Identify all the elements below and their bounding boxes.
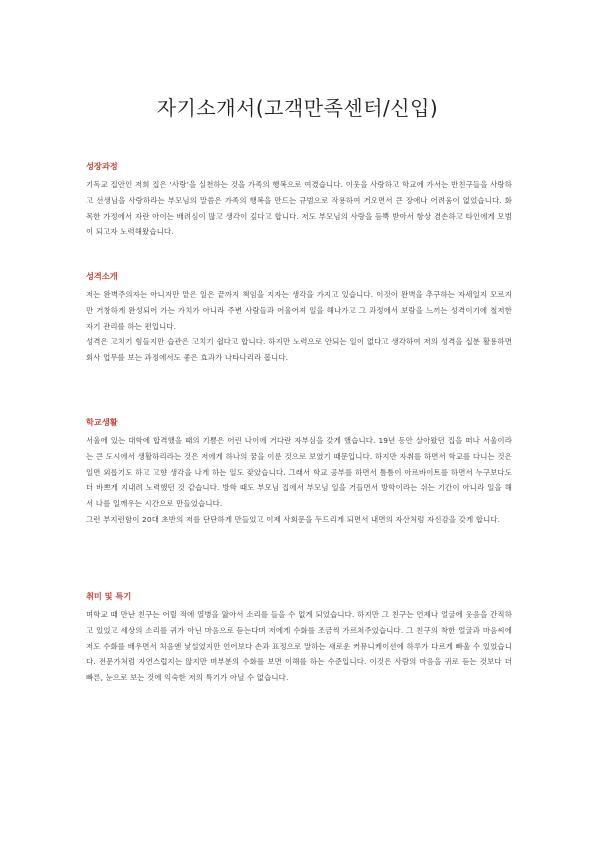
section-heading: 성격소개 [86, 271, 118, 281]
section-paragraph: 그런 부지런함이 20대 초반의 저를 단단하게 만들었고 이제 사회문을 두드리게 되면서 내면의 자산처럼 자신감을 갖게 합니다. [86, 514, 501, 524]
section-school-life [86, 417, 512, 528]
section-heading: 취미 및 특기 [86, 591, 132, 601]
section-paragraph: 기독교 집안인 저희 집은 ‘사랑’을 실천하는 것을 가족의 행복으로 여겼습니다. 이웃을 사랑하고 학교에 가서는 반친구들을 사랑하고 선생님을 사랑하라는 부모님의 말씀은 가족의 행복을 만드는 규범으로 작용하여 거오면서 큰 장애나 어려움이 없었습니다. 화목한 가정에서 자란 아이는 배려심이 많고 생각이 깊다고 합니다. 저도 부모님의 사랑을 듬뿍 받아서 항상 겸손하고 타인에게 모범이 되고자 노력해왔습니다. [86, 180, 512, 237]
section-personality [86, 271, 512, 366]
document-title: 자기소개서(고객만족센터/신입) [156, 96, 439, 120]
section-heading: 학교생활 [86, 417, 118, 427]
section-paragraph: 저는 완벽주의자는 아니지만 맡은 일은 끝까지 책임을 지자는 생각을 가지고 있습니다. 이것이 완벽을 추구하는 자세일지 모르지만 거창하게 완성되어 가는 가치가 아니라 주변 사람들과 어울어져 일을 해나가고 그 과정에서 보람을 느끼는 성격이기에 철저한 자기 관리를 하는 편입니다. [86, 290, 512, 331]
section-growth [86, 161, 512, 240]
section-paragraph: 며학교 때 만난 친구는 어릴 적에 열병을 앓아서 소리를 들을 수 없게 되었습니다. 하지만 그 친구는 언제나 얼굴에 웃음을 간직하고 있었고 세상의 소리를 귀가 아닌 마음으로 듣는다며 저에게 수화를 조금씩 가르쳐주었습니다. 그 친구의 착한 얼굴과 마음씨에 저도 수화를 배우면서 처음엔 낯설었지만 언어보다 손과 표정으로 말하는 새로운 커뮤니케이션에 하루가 다르게 빠울 수 있었습니다. 전문가처럼 자연스럽지는 않지만 며부분의 수화를 보면 이해를 하는 수준입니다. 이것은 사람의 마음을 귀로 듣는 것보다 더 빠른, 눈으로 보는 것에 익숙한 저의 특기가 아닐 수 없습니다. [86, 610, 512, 683]
section-paragraph: 성격은 고치기 힘들지만 습관은 고치기 쉽다고 합니다. 하지만 노력으로 안되는 일이 없다고 생각하여 저의 성격을 십분 활용하면 회사 업무를 보는 과정에서도 좋은 효과가 나타나리라 봅니다. [86, 337, 512, 363]
section-paragraph: 서울에 있는 대학에 합격했을 때의 기쁨은 어린 나이에 거다란 자부심을 갖게 했습니다. 19년 동안 살아왔던 집을 떠나 서울이라는 큰 도시에서 생활하리라는 것은 저에게 하나의 꿈을 이룬 것으로 보였기 때문입니다. 하지만 자취를 하면서 학교를 다니는 것은 일면 외롭기도 하고 고향 생각을 나게 하는 일도 잦았습니다. 그래서 학교 공부를 하면서 틈틈이 아르바이트를 하면서 누구보다도 더 바쁘게 지내려 노력했던 것 같습니다. 방학 때도 부모님 집에서 부모님 일을 거들면서 방학이라는 쉬는 기간이 아니라 일을 해서 나를 일깨우는 시간으로 만들었습니다. [86, 436, 512, 509]
section-hobbies-skills [86, 591, 512, 686]
section-heading: 성장과정 [86, 161, 118, 171]
